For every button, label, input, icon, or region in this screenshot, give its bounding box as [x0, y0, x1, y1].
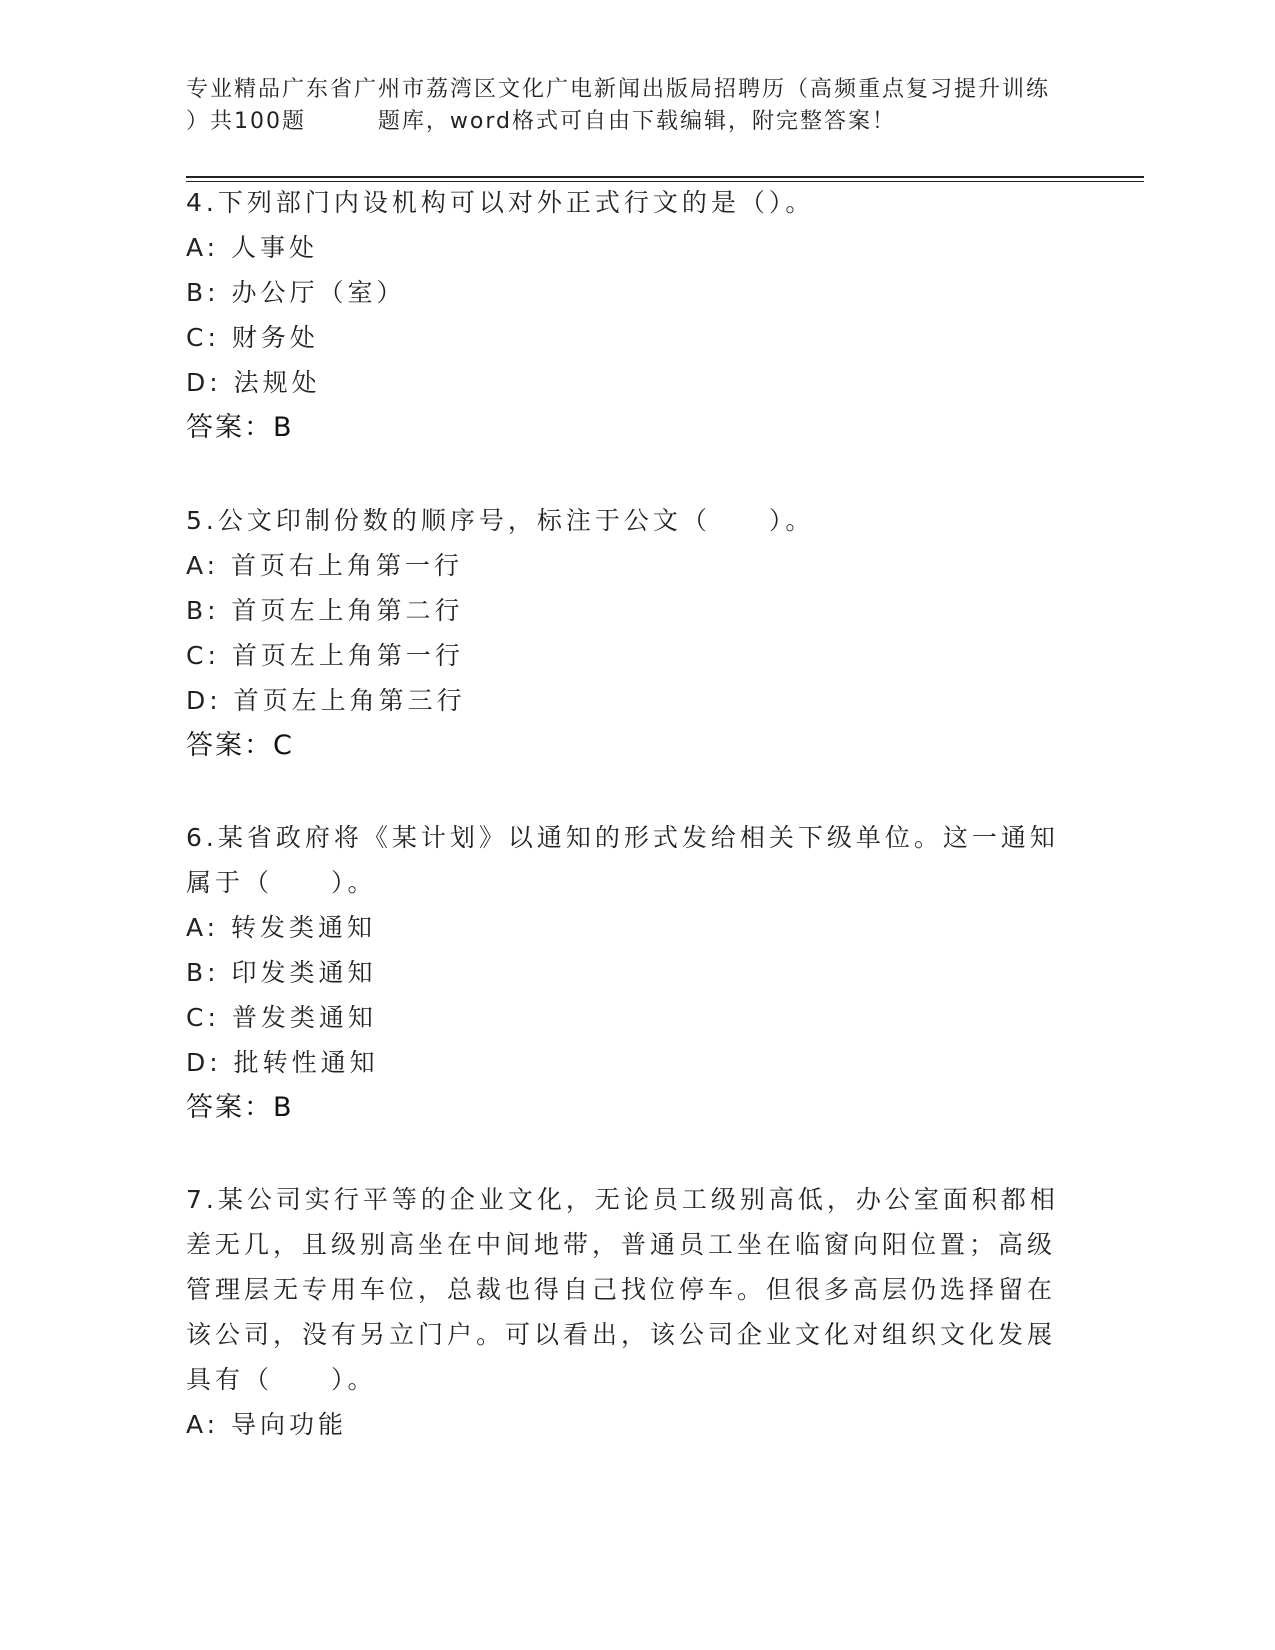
option-c: C: 首页左上角第一行 [186, 641, 464, 670]
header-divider-thick [186, 176, 1144, 178]
question-stem: 5.公文印制份数的顺序号，标注于公文（ ）。 [186, 506, 815, 535]
option-c: C: 普发类通知 [186, 1003, 377, 1032]
question-stem: 6.某省政府将《某计划》以通知的形式发给相关下级单位。这一通知属于（ ）。 [186, 823, 1059, 897]
option-a: A: 转发类通知 [186, 913, 377, 942]
answer: 答案：C [186, 730, 294, 761]
header-line-2: ）共100题 题库，word格式可自由下载编辑，附完整答案！ [186, 109, 897, 134]
option-b: B: 办公厅（室） [186, 278, 406, 307]
header-line-1: 专业精品广东省广州市荔湾区文化广电新闻出版局招聘历（高频重点复习提升训练 [186, 77, 1051, 102]
answer: 答案：B [186, 1092, 294, 1123]
document-header [186, 74, 1146, 138]
option-b: B: 首页左上角第二行 [186, 596, 464, 625]
question-4 [186, 180, 1066, 450]
option-c: C: 财务处 [186, 323, 319, 352]
option-d: D: 批转性通知 [186, 1048, 379, 1077]
option-b: B: 印发类通知 [186, 958, 377, 987]
question-stem: 4.下列部门内设机构可以对外正式行文的是（）。 [186, 188, 815, 217]
option-d: D: 法规处 [186, 368, 321, 397]
answer: 答案：B [186, 412, 294, 443]
question-stem: 7.某公司实行平等的企业文化，无论员工级别高低，办公室面积都相差无几，且级别高坐在中间地带，普通员工坐在临窗向阳位置；高级管理层无专用车位，总裁也得自己找位停车。但很多高层仍选择留在该公司，没有另立门户。可以看出，该公司企业文化对组织文化发展具有（ ）。 [186, 1185, 1059, 1394]
question-6 [186, 815, 1066, 1130]
option-a: A: 人事处 [186, 233, 319, 262]
option-d: D: 首页左上角第三行 [186, 686, 466, 715]
question-5 [186, 498, 1066, 768]
question-7 [186, 1177, 1066, 1447]
option-a: A: 导向功能 [186, 1410, 348, 1439]
option-a: A: 首页右上角第一行 [186, 551, 464, 580]
